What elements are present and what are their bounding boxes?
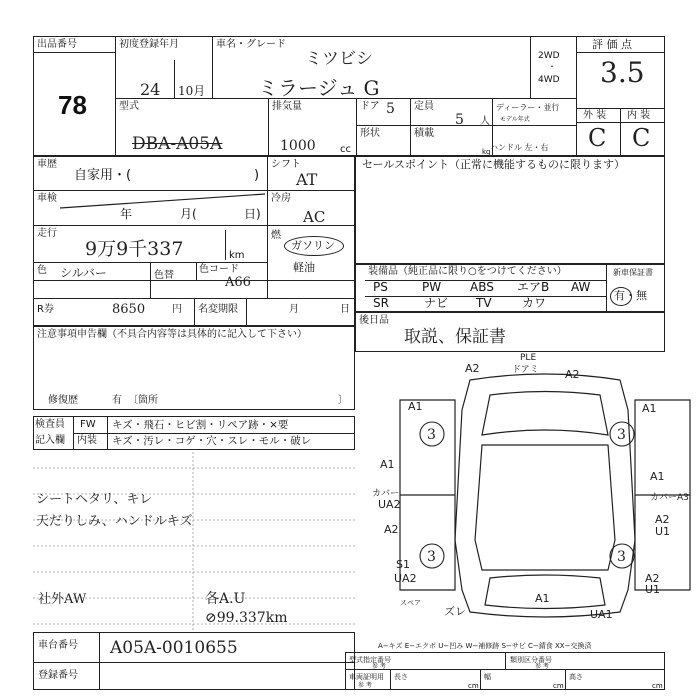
warranty-value: 有・無	[614, 289, 647, 302]
wd-separator: ・	[548, 62, 556, 71]
doors-label: ドア	[360, 101, 380, 112]
legend: A−キズ E−エクボ U−凹み W−補修跡 S−サビ C−錆食 XX−交換済	[378, 642, 592, 650]
2wd-label: 2WD	[538, 51, 560, 61]
repair-history-label: 修復歴	[48, 395, 78, 406]
fuel-diesel: 軽油	[293, 261, 315, 274]
cert-label: 車両証明用	[349, 673, 384, 681]
person-unit: 人	[480, 116, 490, 127]
svg-text:U1: U1	[645, 583, 661, 596]
handle-label: ハンドル 左・右	[490, 143, 549, 152]
model-code-label: 型式	[119, 101, 139, 112]
aircon-value: AC	[303, 208, 326, 226]
displacement-label: 排気量	[272, 101, 302, 112]
capacity-label: 定員	[414, 101, 434, 112]
aircon-label: 冷房	[271, 193, 291, 204]
warranty-yes-circle	[610, 287, 632, 306]
equipment-item: AW	[571, 280, 591, 294]
notes-label: 注意事項申告欄（不具合内容等は具体的に記入して下さい）	[37, 329, 307, 340]
width-label: 幅	[484, 673, 491, 681]
model-code: DBA-A05A	[132, 134, 223, 154]
first-registration-label: 初度登録年月	[119, 39, 179, 50]
doors-value: 5	[386, 101, 395, 117]
svg-text:ドアミ: ドアミ	[512, 365, 539, 375]
name-change-day: 日	[340, 304, 350, 315]
color-code-label: 色コード	[199, 264, 239, 275]
svg-text:A1: A1	[650, 470, 665, 483]
inspector-label-1: 検査員	[35, 419, 65, 430]
kg-unit: kg	[482, 148, 491, 156]
color-value: シルバー	[60, 266, 107, 280]
car-maker: ミツビシ	[305, 49, 373, 69]
equipment-item: ナビ	[424, 296, 449, 310]
note-line-5: ⊘99.337km	[205, 610, 288, 626]
fuel-gasoline-circle	[284, 236, 344, 256]
cert-ref: 参 考	[358, 682, 372, 689]
svg-text:A1: A1	[380, 458, 395, 471]
equipment-item: エアB	[517, 280, 550, 294]
svg-text:UA2: UA2	[378, 498, 401, 511]
repair-history-value: 有	[112, 395, 122, 406]
damage-marks	[372, 353, 689, 621]
sales-point-label: セールスポイント（正常に機能するものに限ります）	[362, 158, 626, 171]
svg-text:3: 3	[427, 549, 436, 565]
category-ref: 参 考	[535, 663, 549, 670]
exterior-grade: C	[588, 124, 607, 152]
name-change-month: 月	[289, 304, 299, 315]
history-close: )	[254, 168, 260, 183]
equipment-label: 装備品（純正品に限り○をつけてください）	[368, 266, 567, 277]
note-line-3: 社外AW	[38, 592, 87, 607]
repair-history-place: 〔箇所	[128, 395, 158, 406]
color-code: A66	[225, 275, 251, 290]
type-approval-label: 型式指定番号	[349, 656, 391, 664]
shape-label: 形状	[360, 128, 380, 139]
equipment-item: TV	[476, 296, 492, 310]
chassis-label: 車台番号	[38, 640, 78, 651]
mileage-value: 9万9千337	[85, 238, 184, 260]
svg-text:A2: A2	[384, 523, 399, 536]
svg-text:A1: A1	[535, 592, 550, 605]
history-value: 自家用・(	[74, 168, 132, 183]
svg-text:ズレ: ズレ	[444, 605, 466, 618]
model-year-label: モデル年式	[500, 116, 530, 123]
shift-value: AT	[296, 170, 318, 189]
svg-text:A2: A2	[565, 368, 580, 381]
svg-text:3: 3	[617, 549, 626, 565]
repair-history-close: 〕	[338, 395, 348, 406]
width-unit: cm	[553, 682, 564, 690]
shaken-strike-line	[60, 192, 270, 212]
svg-text:A2: A2	[655, 513, 670, 526]
history-label: 車歴	[37, 159, 57, 170]
shaken-year: 年	[120, 207, 133, 221]
shift-label: シフト	[271, 159, 301, 170]
color-label: 色	[37, 265, 47, 276]
category-label: 類別区分番号	[510, 656, 552, 664]
accessories-frame	[355, 312, 665, 352]
inspector-fw: FW	[80, 419, 96, 430]
lot-number-label: 出品番号	[37, 39, 77, 50]
svg-text:A1: A1	[408, 400, 423, 413]
length-label: 長さ	[394, 673, 408, 681]
exterior-label: 外 装	[583, 110, 607, 121]
car-name-label: 車名・グレード	[216, 39, 286, 50]
note-line-2: 天だりしみ、ハンドルキズ	[36, 514, 193, 529]
first-registration-year: 24	[140, 80, 161, 99]
inspector-fw-items: キズ・飛石・ヒビ割・リペア跡・×要	[112, 419, 289, 431]
recycle-value: 8650	[112, 302, 146, 317]
score-label: 評 価 点	[592, 38, 632, 51]
recycle-label: R券	[37, 304, 54, 315]
equipment-item: SR	[373, 296, 389, 310]
note-line-4: 各A.U	[205, 591, 246, 607]
accessories-value: 取説、保証書	[404, 327, 506, 347]
inspector-int-items: キズ・汚レ・コゲ・穴・スレ・モル・破レ	[112, 435, 312, 447]
load-label: 積載	[414, 128, 434, 139]
interior-label: 内 装	[627, 110, 651, 121]
height-unit: cm	[652, 682, 663, 690]
lot-number: 78	[58, 90, 87, 120]
4wd-label: 4WD	[538, 75, 560, 85]
equipment-item: カワ	[522, 296, 547, 310]
recycle-yen: 円	[172, 304, 182, 315]
svg-text:カバー: カバー	[372, 489, 400, 499]
displacement-value: 1000	[280, 138, 316, 154]
svg-text:3: 3	[617, 427, 626, 443]
inspector-interior: 内装	[77, 435, 97, 446]
cc-unit: cc	[340, 144, 351, 155]
height-label: 高さ	[569, 673, 583, 681]
warranty-label: 新車保証書	[613, 268, 653, 277]
car-diagram	[360, 350, 700, 635]
accessories-label: 後日品	[359, 315, 389, 326]
car-model-grade: ミラージュ G	[258, 76, 380, 100]
svg-text:A2: A2	[465, 362, 480, 375]
shaken-label: 車検	[37, 193, 57, 204]
mileage-label: 走行	[37, 228, 57, 239]
note-line-1: シートヘタリ、キレ	[36, 492, 153, 507]
interior-grade: C	[632, 124, 651, 152]
svg-text:U1: U1	[655, 525, 671, 538]
color-change-label: 色替	[154, 270, 174, 281]
equipment-item: ABS	[470, 280, 494, 294]
registration-label: 登録番号	[38, 670, 78, 681]
svg-text:PLE: PLE	[520, 353, 537, 363]
svg-text:カバーA3: カバーA3	[650, 493, 689, 503]
type-approval-ref: 参 考	[372, 663, 386, 670]
svg-text:A1: A1	[642, 402, 657, 415]
length-unit: cm	[468, 682, 479, 690]
chassis-value: A05A-0010655	[110, 638, 238, 658]
svg-text:UA2: UA2	[394, 572, 417, 585]
inspector-label-2: 記入欄	[35, 435, 65, 446]
svg-text:S1: S1	[396, 558, 410, 571]
fuel-label: 燃	[271, 230, 281, 241]
svg-text:3: 3	[427, 427, 436, 443]
shaken-month: 月(	[180, 207, 197, 221]
equipment-item: PW	[422, 280, 442, 294]
name-change-label: 名変期限	[198, 304, 238, 315]
equipment-item: PS	[373, 280, 388, 294]
capacity-value: 5	[455, 112, 464, 128]
dealer-label: ディーラー・並行	[496, 103, 560, 112]
first-registration-month: 10月	[178, 84, 206, 98]
svg-text:スペア: スペア	[400, 599, 421, 607]
shaken-day: 日)	[244, 207, 261, 221]
svg-text:A2: A2	[645, 572, 660, 585]
mileage-km: km	[229, 250, 245, 261]
fuel-gasoline: ガソリン	[291, 239, 335, 252]
svg-text:UA1: UA1	[590, 608, 613, 621]
score-value: 3.5	[600, 56, 645, 89]
sales-point-frame	[355, 156, 665, 264]
